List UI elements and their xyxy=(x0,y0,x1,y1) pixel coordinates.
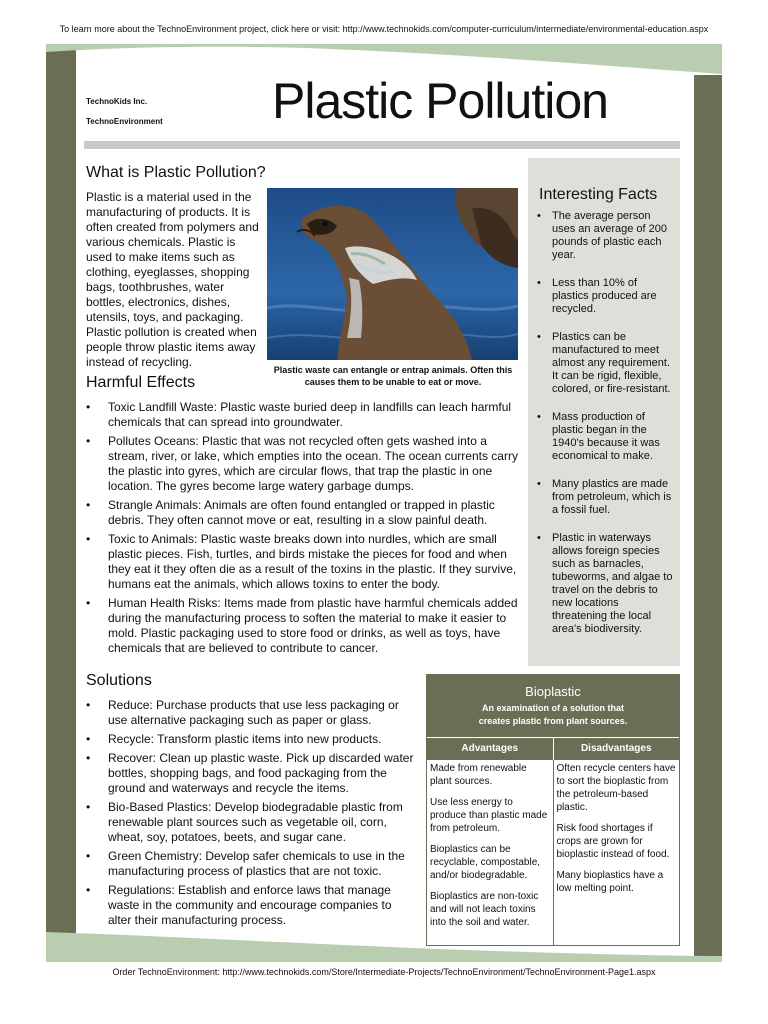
list-item: • Human Health Risks: Items made from plastic have harmful chemicals added during the manufacturing process to soften the material to make it easier to mold. Plastic packaging used to store food or drinks, as well as toys, have chemicals that are believed to contribute to cancer. xyxy=(84,596,520,656)
list-item: • The average person uses an average of 200 pounds of plastic each year. xyxy=(536,210,676,262)
bioplastic-subtitle xyxy=(427,699,679,728)
facts-list xyxy=(536,210,676,651)
bioplastic-header xyxy=(427,675,679,737)
list-item: • Plastics can be manufactured to meet almost any requirement. It can be rigid, flexible, colored, or fire-resistant. xyxy=(536,331,676,396)
disadvantage-item: Often recycle centers have to sort the bioplastic from the petroleum-based plastic. xyxy=(556,763,676,813)
list-item: • Bio-Based Plastics: Develop biodegradable plastic from renewable plant sources such as vegetable oil, corn, wheat, soy, potatoes, beets, and sugar cane. xyxy=(84,800,416,845)
advantage-item: Bioplastics are non-toxic and will not leach toxins into the soil and water. xyxy=(430,891,539,928)
list-item: • Toxic to Animals: Plastic waste breaks down into nurdles, which are small plastic pieces. Fish, turtles, and birds mistake the pieces for food and when they eat it they often die as a result of the toxins in the plastic. If they survive, humans eat the animals, which allows toxins to enter the body. xyxy=(84,532,520,592)
list-item: • Regulations: Establish and enforce laws that manage waste in the community and encourage companies to alter their manufacturing process. xyxy=(84,883,416,928)
advantage-item: Made from renewable plant sources. xyxy=(430,763,527,787)
harmful-effects-list xyxy=(84,400,520,660)
interesting-facts-box xyxy=(528,158,680,666)
list-item: • Recover: Clean up plastic waste. Pick up discarded water bottles, shopping bags, and food packaging from the ground and waterways and recycle the items. xyxy=(84,751,416,796)
solutions-heading: Solutions xyxy=(86,672,152,689)
list-item: • Plastic in waterways allows foreign species such as barnacles, tubeworms, and algae to travel on the debris to new locations threatening the local area's biodiversity. xyxy=(536,532,676,636)
what-is-text: Plastic is a material used in the manufacturing of products. It is often created from polymers and various chemicals. Plastic is used to make items such as clothing, eyeglasses, shopping bags, toothbrushes, water bottles, electronics, dishes, utensils, toys, and packaging. Plastic pollution is created when people throw plastic items away instead of recycling. xyxy=(86,190,259,369)
list-item: • Many plastics are made from petroleum, which is a fossil fuel. xyxy=(536,478,676,517)
seal-photo xyxy=(267,188,518,360)
disadvantage-item: Many bioplastics have a low melting point. xyxy=(556,870,664,894)
solutions-list xyxy=(84,698,416,932)
list-item: • Reduce: Purchase products that use less packaging or use alternative packaging such as paper or glass. xyxy=(84,698,416,728)
title-divider xyxy=(84,141,680,149)
bioplastic-body xyxy=(427,760,679,946)
bioplastic-subtitle-line: An examination of a solution that xyxy=(481,703,624,713)
company-name: TechnoKids Inc. xyxy=(86,97,148,106)
bioplastic-column-headers xyxy=(427,737,679,760)
photo-caption: Plastic waste can entangle or entrap animals. Often this causes them to be unable to eat or move. xyxy=(273,365,513,387)
what-is-heading: What is Plastic Pollution? xyxy=(86,164,266,181)
disadvantage-item: Risk food shortages if crops are grown for bioplastic instead of food. xyxy=(556,823,670,860)
list-item: • Mass production of plastic began in the 1940's because it was economical to make. xyxy=(536,411,676,463)
company-block xyxy=(86,92,163,132)
bioplastic-subtitle-line: creates plastic from plant sources. xyxy=(478,716,628,726)
list-item: • Toxic Landfill Waste: Plastic waste buried deep in landfills can leach harmful chemicals that can spread into groundwater. xyxy=(84,400,520,430)
bioplastic-table xyxy=(426,674,680,946)
list-item: • Pollutes Oceans: Plastic that was not recycled often gets washed into a stream, river, or lake, which empties into the ocean. The ocean currents carry the plastic into gyres, which are circular flows, that trap the plastic in one location. The gyres become large watery garbage dumps. xyxy=(84,434,520,494)
list-item: • Strangle Animals: Animals are often found entangled or trapped in plastic debris. They often cannot move or eat, resulting in a slow painful death. xyxy=(84,498,520,528)
bottom-wave-decoration xyxy=(46,928,722,962)
facts-heading: Interesting Facts xyxy=(539,186,658,203)
advantage-item: Use less energy to produce than plastic made from petroleum. xyxy=(430,797,548,834)
advantage-item: Bioplastics can be recyclable, compostable, and/or biodegradable. xyxy=(430,844,541,881)
order-link[interactable]: Order TechnoEnvironment: http://www.technokids.com/Store/Intermediate-Projects/TechnoEnvironment/TechnoEnvironment-Page1.aspx xyxy=(112,967,656,977)
frame-right-bar xyxy=(694,75,722,960)
project-name: TechnoEnvironment xyxy=(86,117,163,126)
advantages-column xyxy=(427,760,554,946)
list-item: • Recycle: Transform plastic items into new products. xyxy=(84,732,416,747)
harmful-effects-heading: Harmful Effects xyxy=(86,374,196,391)
disadvantages-header: Disadvantages xyxy=(580,743,652,754)
list-item: • Green Chemistry: Develop safer chemicals to use in the manufacturing process of plastics that are not toxic. xyxy=(84,849,416,879)
page-title: Plastic Pollution xyxy=(272,73,608,129)
advantages-header: Advantages xyxy=(427,738,554,760)
disadvantages-column xyxy=(554,760,680,946)
bioplastic-title: Bioplastic xyxy=(525,684,581,699)
list-item: • Less than 10% of plastics produced are recycled. xyxy=(536,277,676,316)
frame-left-bar xyxy=(46,46,76,960)
project-link[interactable]: To learn more about the TechnoEnvironment project, click here or visit: http://www.technokids.com/computer-curriculum/intermediate/environmental-education.aspx xyxy=(59,24,709,34)
